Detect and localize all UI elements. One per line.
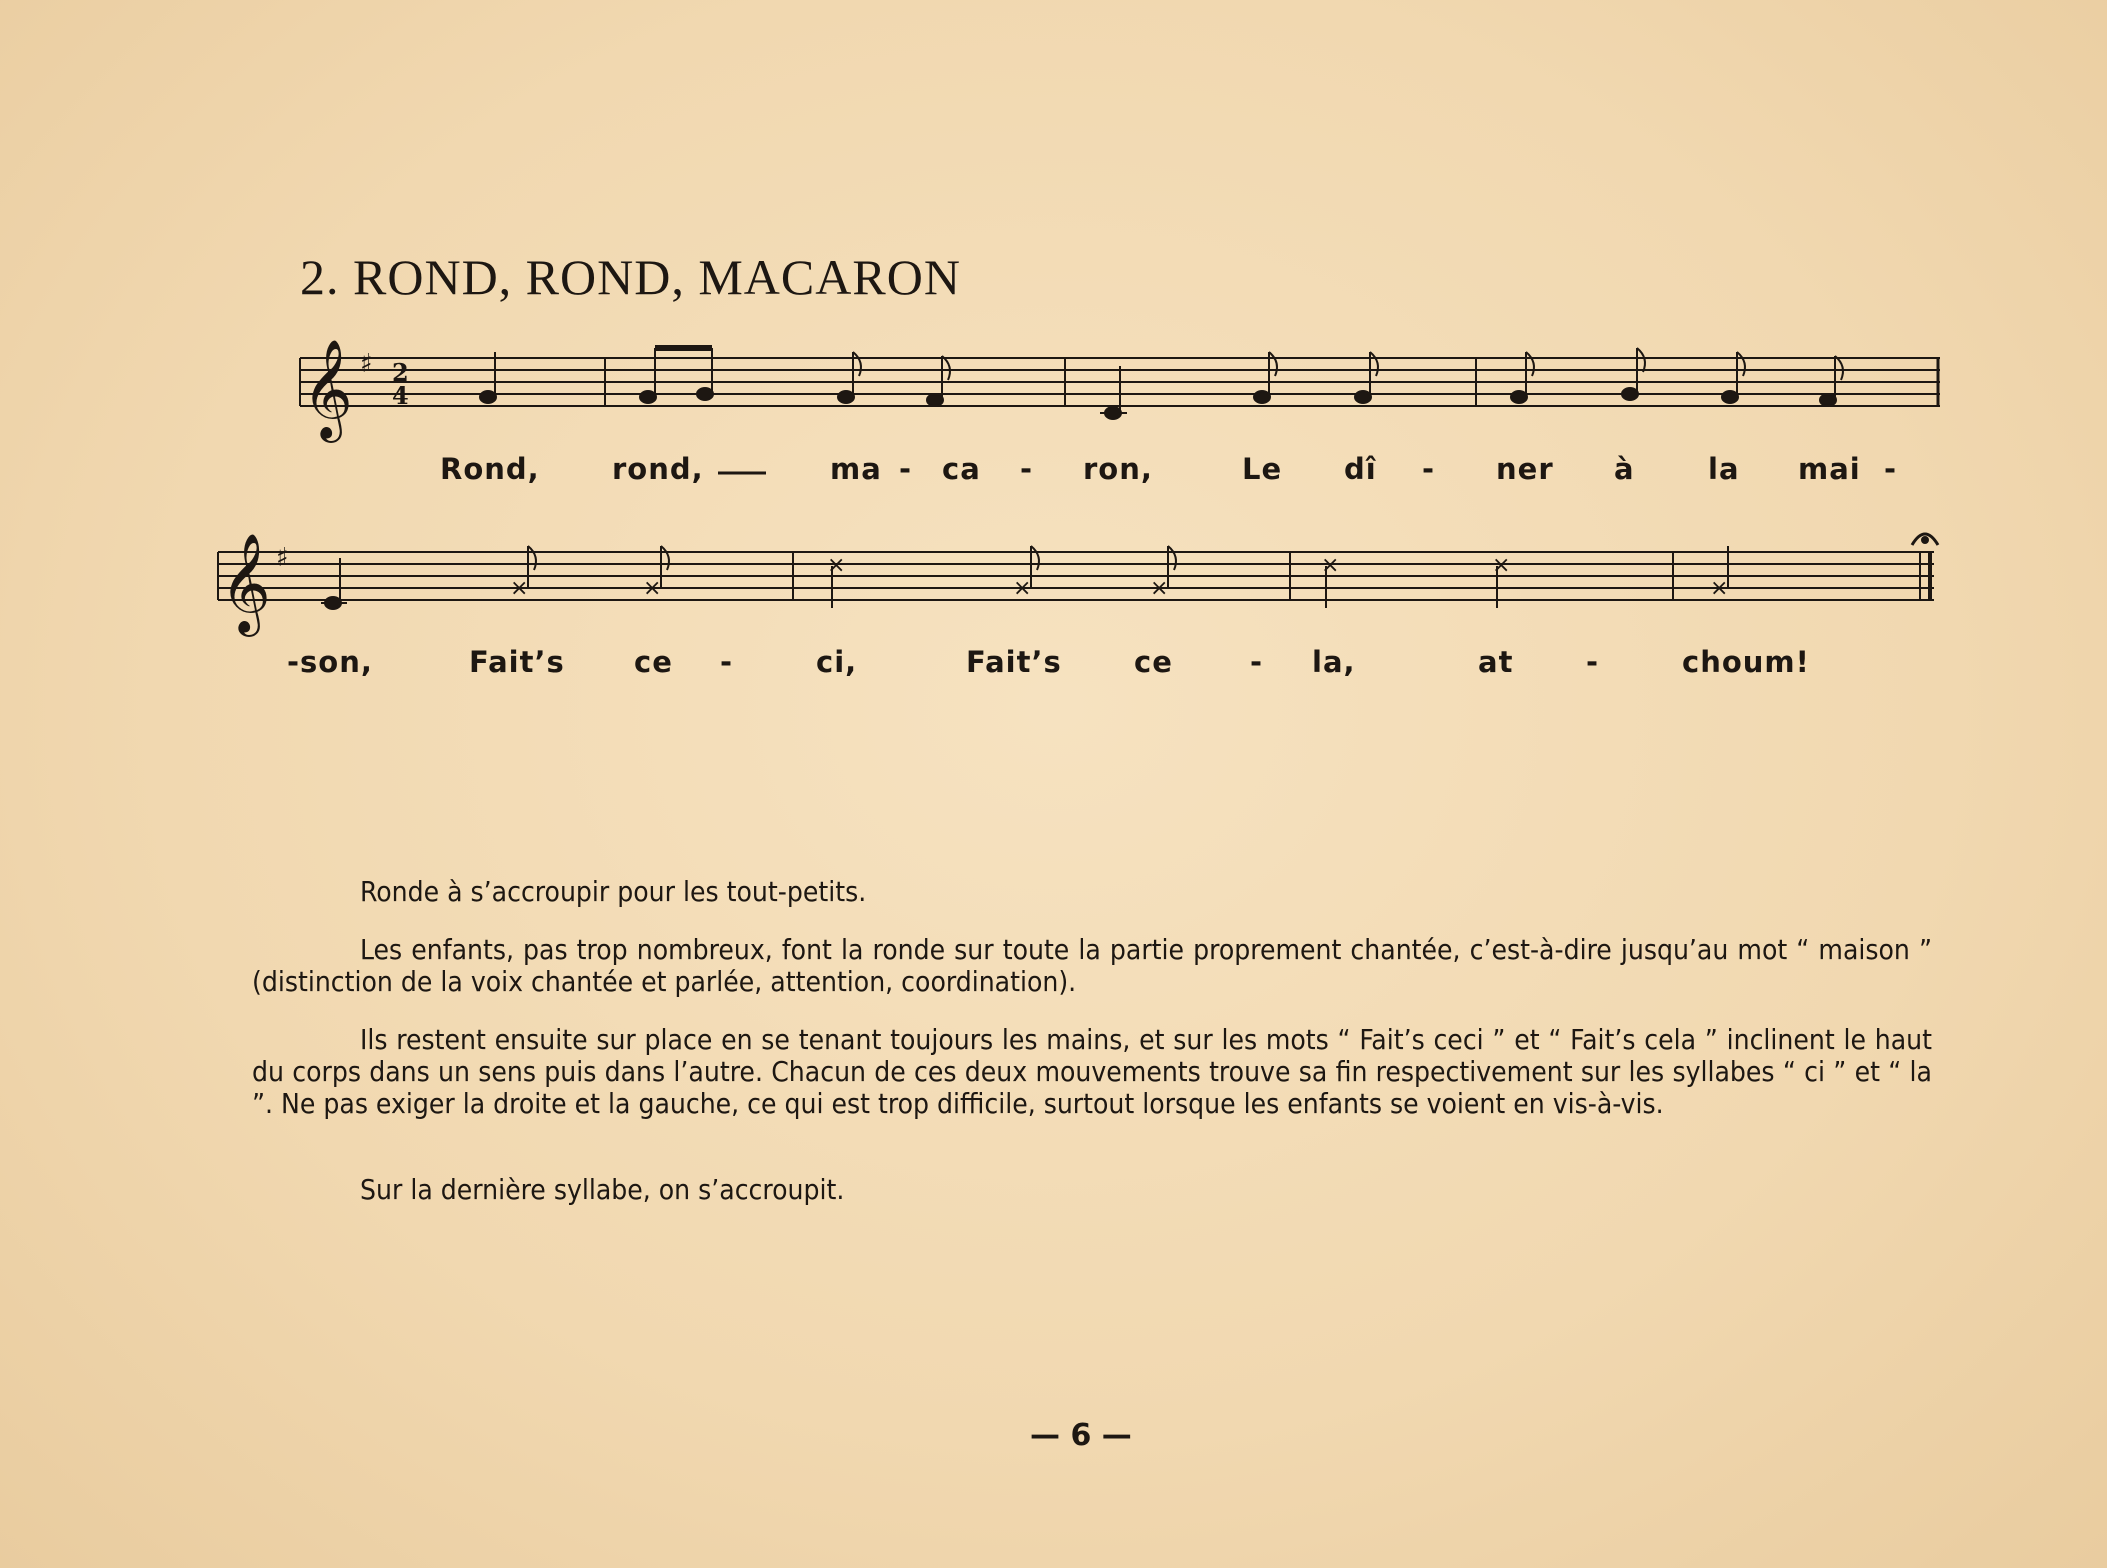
paragraph-3-block — [252, 1024, 1932, 1120]
lyric-2-10: at — [1478, 645, 1514, 679]
paragraph-3: Ils restent ensuite sur place en se tenant toujours les mains, et sur les mots “ Fait’s ceci ” et “ Fait’s cela ” inclinent le haut du corps dans un sens puis dans l’autre. Chacun de ces deux mouvements trouve sa fin respectivement sur les syllabes “ ci ” et “ la ”. Ne pas exiger la droite et la gauche, ce qui est trop difficile, surtout lorsque les enfants se voient en vis-à-vis. — [252, 1023, 1932, 1120]
treble-clef-icon: 𝄞 — [302, 339, 353, 439]
lyric-1-11: ner — [1496, 452, 1554, 486]
lyric-2-12: choum! — [1682, 645, 1810, 679]
lyric-1-6: - — [1020, 452, 1034, 486]
lyric-1-15: - — [1884, 452, 1898, 486]
lyric-1-1: Rond, — [440, 452, 540, 486]
page-number: — 6 — — [1030, 1418, 1132, 1453]
svg-text:×: × — [643, 576, 662, 601]
lyric-2-3: ce — [634, 645, 673, 679]
lyric-2-4: - — [720, 645, 734, 679]
treble-clef-icon-2: 𝄞 — [220, 533, 271, 633]
svg-text:×: × — [510, 576, 529, 601]
svg-text:×: × — [1013, 576, 1032, 601]
paragraph-4: Sur la dernière syllabe, on s’accroupit. — [360, 1173, 845, 1206]
sharp-icon: ♯ — [360, 349, 373, 379]
svg-text:×: × — [1710, 576, 1729, 601]
lyric-1-5: ca — [942, 452, 981, 486]
paragraph-4-block — [252, 1174, 1932, 1206]
lyric-1-2: rond, — [612, 452, 704, 486]
notes-line-2 — [321, 534, 1938, 609]
lyric-1-3: ma — [830, 452, 882, 486]
song-title: 2. ROND, ROND, MACARON — [300, 249, 961, 305]
sharp-icon-2: ♯ — [276, 543, 289, 573]
lyric-1-8: Le — [1242, 452, 1283, 486]
paragraph-1: Ronde à s’accroupir pour les tout-petits. — [360, 875, 867, 908]
lyric-1-10: - — [1422, 452, 1436, 486]
lyric-2-6: Fait’s — [966, 645, 1062, 679]
svg-text:×: × — [1150, 576, 1169, 601]
svg-text:×: × — [1321, 553, 1340, 578]
lyric-1-14: mai — [1798, 452, 1861, 486]
lyric-1-7: ron, — [1083, 452, 1153, 486]
lyric-2-9: la, — [1312, 645, 1356, 679]
lyric-1-12: à — [1614, 452, 1635, 486]
time-signature-bottom: 4 — [392, 381, 409, 410]
staff-2 — [218, 552, 1934, 600]
lyric-2-2: Fait’s — [469, 645, 565, 679]
lyric-2-5: ci, — [816, 645, 858, 679]
lyric-2-11: - — [1586, 645, 1600, 679]
lyric-2-7: ce — [1134, 645, 1173, 679]
svg-text:×: × — [827, 553, 846, 578]
lyric-2-1: -son, — [287, 645, 373, 679]
lyric-extender — [718, 470, 766, 476]
svg-text:×: × — [1492, 553, 1511, 578]
paragraph-2: Les enfants, pas trop nombreux, font la ronde sur toute la partie proprement chantée, c’est-à-dire jusqu’au mot “ maison ” (distinction de la voix chantée et parlée, attention, coordination). — [252, 933, 1932, 998]
time-signature-top: 2 — [392, 358, 409, 387]
lyric-1-4: - — [899, 452, 913, 486]
lyric-2-8: - — [1250, 645, 1264, 679]
lyric-1-9: dî — [1344, 452, 1377, 486]
paragraph-1-block — [252, 876, 1932, 908]
music-score — [0, 0, 2107, 700]
lyric-1-13: la — [1708, 452, 1740, 486]
paragraph-2-block — [252, 934, 1932, 998]
